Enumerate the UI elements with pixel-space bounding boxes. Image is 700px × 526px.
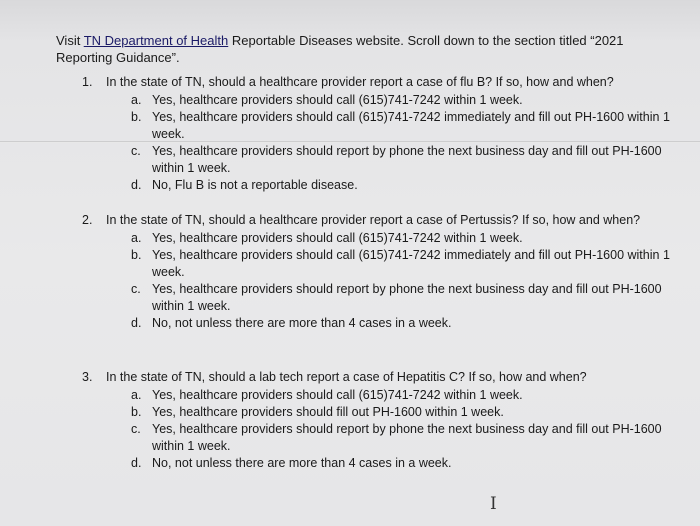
option-text: Yes, healthcare providers should report by phone the next business day and fill out PH-1600 within 1 week. bbox=[152, 422, 662, 453]
question-1 bbox=[82, 74, 672, 194]
option-d bbox=[131, 455, 672, 472]
option-text: Yes, healthcare providers should call (615)741-7242 immediately and fill out PH-1600 within 1 week. bbox=[152, 110, 670, 141]
option-letter: d. bbox=[131, 178, 142, 192]
question-2 bbox=[82, 212, 672, 332]
tn-department-of-health-link[interactable]: TN Department of Health bbox=[83, 33, 229, 48]
option-text: No, not unless there are more than 4 cases in a week. bbox=[152, 456, 452, 470]
option-letter: d. bbox=[131, 456, 142, 470]
option-letter: c. bbox=[131, 144, 141, 158]
option-b bbox=[131, 404, 672, 421]
intro-suffix: Reportable Diseases website. Scroll down to the section titled “2021 Reporting Guidance”. bbox=[56, 33, 624, 65]
option-letter: a. bbox=[131, 231, 142, 245]
option-b bbox=[131, 109, 672, 143]
option-text: No, Flu B is not a reportable disease. bbox=[152, 178, 358, 192]
option-letter: b. bbox=[131, 110, 142, 124]
option-text: Yes, healthcare providers should fill out PH-1600 within 1 week. bbox=[152, 405, 504, 419]
option-list bbox=[131, 387, 672, 472]
intro-paragraph bbox=[56, 32, 656, 66]
option-b bbox=[131, 247, 672, 281]
option-letter: a. bbox=[131, 93, 142, 107]
option-letter: b. bbox=[131, 248, 142, 262]
option-letter: c. bbox=[131, 422, 141, 436]
option-text: Yes, healthcare providers should call (615)741-7242 within 1 week. bbox=[152, 388, 523, 402]
option-a bbox=[131, 387, 672, 404]
question-text: In the state of TN, should a lab tech report a case of Hepatitis C? If so, how and when? bbox=[106, 370, 587, 384]
option-list bbox=[131, 230, 672, 332]
option-letter: a. bbox=[131, 388, 142, 402]
option-d bbox=[131, 315, 672, 332]
question-text: In the state of TN, should a healthcare provider report a case of Pertussis? If so, how and when? bbox=[106, 213, 641, 227]
option-text: Yes, healthcare providers should call (615)741-7242 within 1 week. bbox=[152, 231, 523, 245]
option-letter: c. bbox=[131, 282, 141, 296]
question-3 bbox=[82, 369, 672, 472]
option-text: Yes, healthcare providers should report by phone the next business day and fill out PH-1600 within 1 week. bbox=[152, 282, 662, 313]
question-number: 2. bbox=[82, 213, 93, 227]
text-cursor-icon: I bbox=[490, 494, 497, 514]
option-c bbox=[131, 143, 672, 177]
question-number: 3. bbox=[82, 370, 93, 384]
option-c bbox=[131, 421, 672, 455]
option-letter: d. bbox=[131, 316, 142, 330]
question-text: In the state of TN, should a healthcare provider report a case of flu B? If so, how and when? bbox=[106, 75, 614, 89]
option-c bbox=[131, 281, 672, 315]
option-d bbox=[131, 177, 672, 194]
option-a bbox=[131, 92, 672, 109]
option-text: No, not unless there are more than 4 cases in a week. bbox=[152, 316, 452, 330]
option-text: Yes, healthcare providers should call (615)741-7242 within 1 week. bbox=[152, 93, 523, 107]
option-text: Yes, healthcare providers should report by phone the next business day and fill out PH-1600 within 1 week. bbox=[152, 144, 662, 175]
question-number: 1. bbox=[82, 75, 93, 89]
option-letter: b. bbox=[131, 405, 142, 419]
option-text: Yes, healthcare providers should call (615)741-7242 immediately and fill out PH-1600 within 1 week. bbox=[152, 248, 670, 279]
option-a bbox=[131, 230, 672, 247]
option-list bbox=[131, 92, 672, 194]
intro-prefix: Visit bbox=[56, 33, 81, 48]
